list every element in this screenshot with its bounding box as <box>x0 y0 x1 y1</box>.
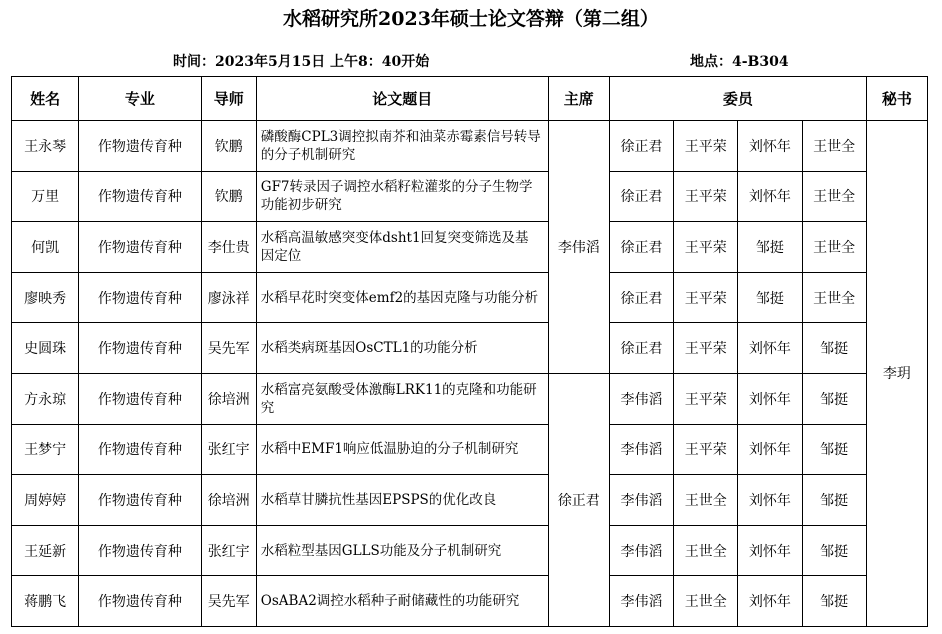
cell-secretary: 李玥 <box>866 121 927 627</box>
cell-name: 方永琼 <box>12 373 79 424</box>
cell-name: 王永琴 <box>12 121 79 172</box>
table-row <box>12 576 928 627</box>
cell-advisor: 张红宇 <box>201 525 256 576</box>
cell-major: 作物遗传育种 <box>79 222 201 273</box>
cell-advisor: 徐培洲 <box>201 373 256 424</box>
cell-member: 李伟滔 <box>609 424 673 475</box>
cell-advisor: 吴先军 <box>201 576 256 627</box>
cell-name: 王延新 <box>12 525 79 576</box>
cell-member: 徐正君 <box>609 171 673 222</box>
cell-member: 王世全 <box>802 272 866 323</box>
table-row <box>12 525 928 576</box>
table-row <box>12 272 928 323</box>
cell-name: 史圆珠 <box>12 323 79 374</box>
cell-member: 王世全 <box>674 576 738 627</box>
cell-major: 作物遗传育种 <box>79 272 201 323</box>
table-row <box>12 373 928 424</box>
page-title: 水稻研究所2023年硕士论文答辩（第二组） <box>283 8 659 30</box>
header-advisor: 导师 <box>201 77 256 121</box>
header-secretary: 秘书 <box>866 77 927 121</box>
cell-member: 王世全 <box>802 222 866 273</box>
cell-member: 刘怀年 <box>738 121 802 172</box>
cell-name: 廖映秀 <box>12 272 79 323</box>
cell-member: 刘怀年 <box>738 576 802 627</box>
defense-schedule-table <box>11 76 928 627</box>
cell-major: 作物遗传育种 <box>79 525 201 576</box>
cell-member: 徐正君 <box>609 121 673 172</box>
cell-major: 作物遗传育种 <box>79 171 201 222</box>
cell-member: 王平荣 <box>674 272 738 323</box>
cell-member: 王世全 <box>674 525 738 576</box>
cell-advisor: 张红宇 <box>201 424 256 475</box>
cell-advisor: 钦鹏 <box>201 121 256 172</box>
cell-member: 邹挺 <box>802 475 866 526</box>
cell-member: 徐正君 <box>609 323 673 374</box>
cell-advisor: 徐培洲 <box>201 475 256 526</box>
cell-member: 徐正君 <box>609 272 673 323</box>
cell-thesis: 水稻草甘膦抗性基因EPSPS的优化改良 <box>256 475 548 526</box>
cell-major: 作物遗传育种 <box>79 373 201 424</box>
table-row <box>12 323 928 374</box>
cell-member: 刘怀年 <box>738 373 802 424</box>
cell-name: 周婷婷 <box>12 475 79 526</box>
table-header-row <box>12 77 928 121</box>
cell-member: 邹挺 <box>802 576 866 627</box>
header-major: 专业 <box>79 77 201 121</box>
cell-advisor: 廖泳祥 <box>201 272 256 323</box>
cell-member: 王平荣 <box>674 171 738 222</box>
cell-member: 王平荣 <box>674 373 738 424</box>
table-row <box>12 222 928 273</box>
cell-thesis: 磷酸酶CPL3调控拟南芥和油菜赤霉素信号转导的分子机制研究 <box>256 121 548 172</box>
cell-member: 王世全 <box>674 475 738 526</box>
cell-member: 徐正君 <box>609 222 673 273</box>
header-name: 姓名 <box>12 77 79 121</box>
cell-member: 刘怀年 <box>738 323 802 374</box>
table-row <box>12 475 928 526</box>
cell-member: 邹挺 <box>802 525 866 576</box>
cell-major: 作物遗传育种 <box>79 475 201 526</box>
cell-member: 刘怀年 <box>738 525 802 576</box>
cell-member: 王世全 <box>802 171 866 222</box>
cell-member: 王平荣 <box>674 222 738 273</box>
cell-chair: 李伟滔 <box>548 121 609 374</box>
cell-member: 刘怀年 <box>738 475 802 526</box>
table-row <box>12 171 928 222</box>
header-thesis: 论文题目 <box>256 77 548 121</box>
location-info: 地点：4-B304 <box>690 54 789 70</box>
cell-member: 王平荣 <box>674 424 738 475</box>
cell-name: 万里 <box>12 171 79 222</box>
cell-thesis: OsABA2调控水稻种子耐储藏性的功能研究 <box>256 576 548 627</box>
cell-member: 邹挺 <box>802 323 866 374</box>
cell-name: 何凯 <box>12 222 79 273</box>
cell-thesis: 水稻中EMF1响应低温胁迫的分子机制研究 <box>256 424 548 475</box>
header-chair: 主席 <box>548 77 609 121</box>
header-members: 委员 <box>609 77 866 121</box>
table-row <box>12 121 928 172</box>
cell-thesis: 水稻类病斑基因OsCTL1的功能分析 <box>256 323 548 374</box>
cell-member: 李伟滔 <box>609 475 673 526</box>
cell-member: 李伟滔 <box>609 525 673 576</box>
cell-thesis: GF7转录因子调控水稻籽粒灌浆的分子生物学功能初步研究 <box>256 171 548 222</box>
time-info: 时间：2023年5月15日 上午8：40开始 <box>173 54 430 70</box>
cell-thesis: 水稻高温敏感突变体dsht1回复突变筛选及基因定位 <box>256 222 548 273</box>
cell-major: 作物遗传育种 <box>79 424 201 475</box>
cell-thesis: 水稻粒型基因GLLS功能及分子机制研究 <box>256 525 548 576</box>
cell-member: 李伟滔 <box>609 373 673 424</box>
cell-major: 作物遗传育种 <box>79 121 201 172</box>
cell-major: 作物遗传育种 <box>79 576 201 627</box>
cell-advisor: 吴先军 <box>201 323 256 374</box>
cell-member: 刘怀年 <box>738 171 802 222</box>
cell-member: 王平荣 <box>674 121 738 172</box>
cell-member: 王世全 <box>802 121 866 172</box>
cell-member: 邹挺 <box>738 272 802 323</box>
cell-chair: 徐正君 <box>548 373 609 626</box>
cell-member: 邹挺 <box>738 222 802 273</box>
cell-advisor: 钦鹏 <box>201 171 256 222</box>
cell-member: 王平荣 <box>674 323 738 374</box>
cell-member: 刘怀年 <box>738 424 802 475</box>
cell-thesis: 水稻早花时突变体emf2的基因克隆与功能分析 <box>256 272 548 323</box>
cell-name: 王梦宁 <box>12 424 79 475</box>
cell-member: 邹挺 <box>802 373 866 424</box>
cell-advisor: 李仕贵 <box>201 222 256 273</box>
cell-member: 邹挺 <box>802 424 866 475</box>
table-row <box>12 424 928 475</box>
cell-major: 作物遗传育种 <box>79 323 201 374</box>
cell-thesis: 水稻富亮氨酸受体激酶LRK11的克隆和功能研究 <box>256 373 548 424</box>
cell-member: 李伟滔 <box>609 576 673 627</box>
cell-name: 蒋鹏飞 <box>12 576 79 627</box>
